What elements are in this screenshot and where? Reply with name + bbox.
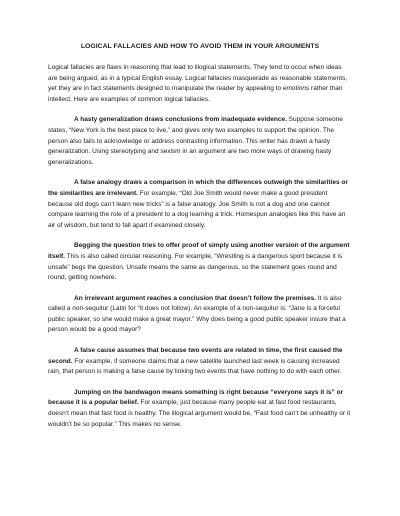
fallacy-text: For example, just because many people eat at fast food restaurants, doesn’t mean that fast food is healthy. The illogical argument would be, “Fast food can’t be unhealthy or it wouldn’t be so popular.” This makes no sense.: [48, 399, 351, 428]
intro-emphasis: emotions: [282, 85, 310, 93]
fallacy-false-cause: [48, 346, 352, 378]
intro-text-before: Logical fallacies are flaws in reasoning that lead to illogical statements. They tend to occur when ideas are being argued, as in a typical English essay. Logical fallacies masquerade as reasonable statements, yet they are in fact statements designed to manipulate the reader by appealing to: [48, 64, 348, 93]
fallacy-heading: An irrelevant argument reaches a conclusion that doesn’t follow the premises.: [74, 294, 317, 302]
document-title: LOGICAL FALLACIES AND HOW TO AVOID THEM IN YOUR ARGUMENTS: [80, 43, 320, 50]
fallacy-bandwagon: [48, 388, 352, 430]
intro-paragraph: [48, 63, 352, 105]
fallacy-heading: A false cause assumes that because two events are related in time, the first caused the second.: [48, 347, 343, 365]
fallacy-heading: A hasty generalization draws conclusions from inadequate evidence.: [74, 116, 287, 124]
fallacy-text: Suppose someone states, “New York is the best place to live,” and gives only two examples to support the opinion. The person also fails to acknowledge or address contrasting information. This writer has drawn a hasty generalization. Using stereotyping and sexism in an argument are two more ways of drawing hasty generalizations.: [48, 116, 343, 166]
fallacy-text: This is also called circular reasoning. For example, “Wrestling is a dangerous sport because it is unsafe” begs the question. Unsafe means the same as dangerous, so the statement goes round and round, getting nowhere.: [48, 252, 343, 282]
fallacy-heading: A false analogy draws a comparison in which the differences outweigh the similarities or the similarities are irrelevant.: [48, 179, 348, 197]
fallacy-hasty-generalization: [48, 115, 352, 168]
fallacy-irrelevant-argument: [48, 294, 352, 336]
fallacy-false-analogy: [48, 178, 352, 231]
fallacy-heading: Begging the question tries to offer proof of simply using another version of the argument itself.: [48, 242, 350, 260]
fallacy-heading: Jumping on the bandwagon means something is right because “everyone says it is” or because it is a popular belief.: [48, 388, 344, 407]
fallacy-begging-the-question: [48, 241, 352, 283]
fallacy-text: For example, “Old Joe Smith would never make a good president because old dogs can’t learn new tricks” is a false analogy. Joe Smith is not a dog and one cannot compare learning the role of a president to a dog learning a trick. Homespun analogies like this have an air of wisdom, but tend to fall apart if examined closely.: [48, 189, 346, 229]
fallacy-text: For example, if someone claims that a new satellite launched last week is causing increased rain, that person is making a false cause by linking two events that have nothing to do with each other.: [48, 357, 342, 376]
fallacy-text: It is also called a non-sequitur (Latin for “it does not follow). An example of a non-sequitur is: “Jane is a forceful public speaker, so she would make a great mayor.” Why does being a good public speaker insure that a person would be a good mayor?: [48, 294, 346, 334]
intro-text-after: rather than intellect. Here are examples of common logical fallacies.: [48, 85, 343, 103]
